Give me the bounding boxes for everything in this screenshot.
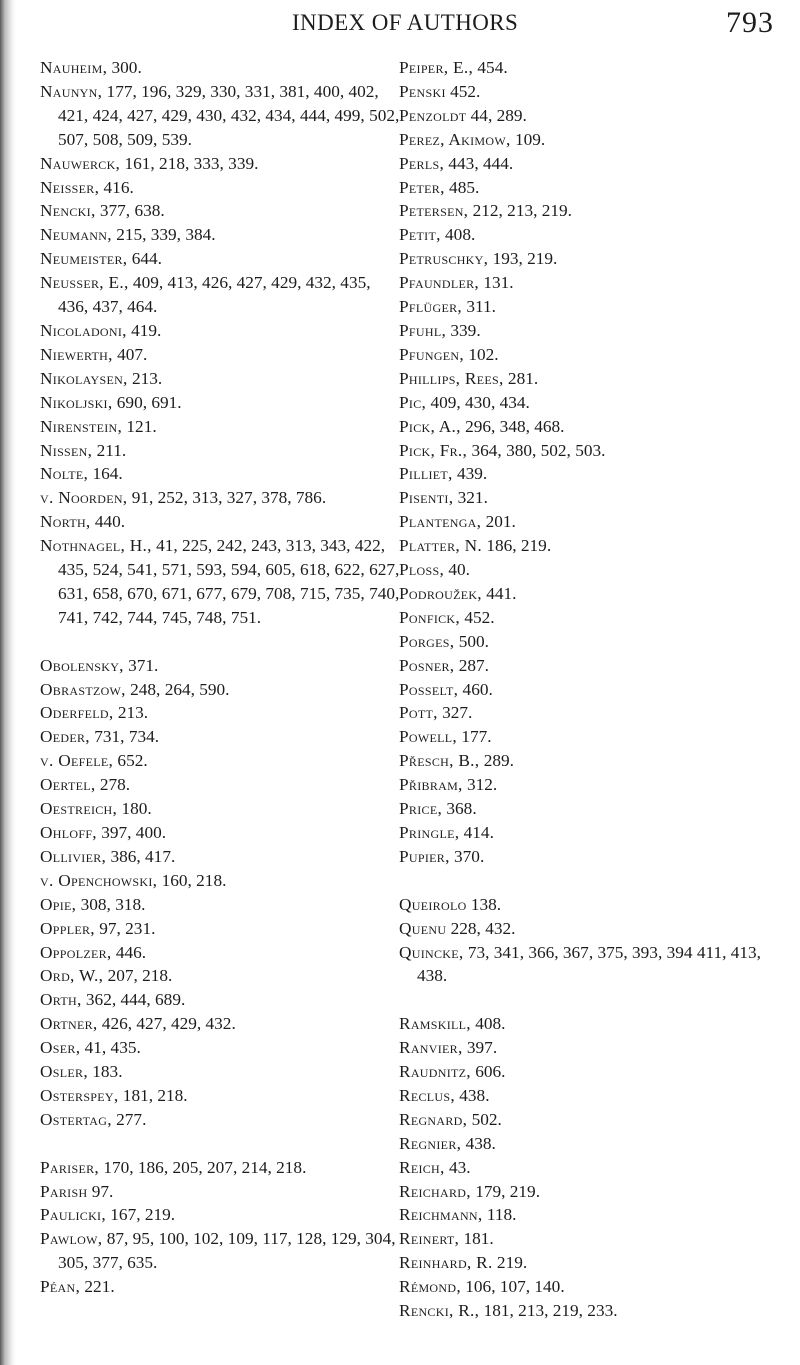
index-entry [399, 1108, 784, 1132]
page-references: 296, 348, 468. [460, 416, 565, 436]
author-name: Quincke, [399, 942, 464, 962]
index-entry [399, 630, 784, 654]
author-name: Obolensky, [40, 655, 124, 675]
index-entry [40, 415, 405, 439]
author-name: Petersen, [399, 201, 469, 221]
page-references: 377, 638. [95, 201, 165, 221]
author-name: Ostertag, [40, 1109, 112, 1129]
author-name: Osterspey, [40, 1085, 119, 1105]
author-name: Nothnagel, H., [40, 536, 152, 556]
index-entry [399, 1012, 784, 1036]
index-entry [40, 845, 405, 869]
index-entry [399, 343, 784, 367]
author-name: Pott, [399, 703, 438, 723]
index-entry [40, 701, 405, 725]
author-name: Nissen, [40, 440, 93, 460]
page-references: 416. [99, 177, 134, 197]
page-references: 441. [481, 583, 517, 603]
page-references: 180. [117, 799, 152, 819]
index-entry [40, 917, 405, 941]
index-entry [399, 391, 784, 415]
page-references: 109. [510, 129, 546, 149]
author-name: Posner, [399, 655, 455, 675]
index-entry [40, 1275, 405, 1299]
author-name: Ploss, [399, 560, 445, 580]
page-references: 443, 444. [444, 153, 514, 173]
page-references: 160, 218. [157, 870, 227, 890]
index-entry [399, 1203, 784, 1227]
author-name: Oppolzer, [40, 942, 112, 962]
index-entry [399, 486, 784, 510]
index-entry [399, 510, 784, 534]
author-name: Neisser, [40, 177, 100, 197]
page-references: 138. [466, 894, 502, 914]
index-entry [40, 821, 405, 845]
page-references: 408. [440, 225, 476, 245]
index-entry [399, 678, 784, 702]
author-name: Orth, [40, 990, 82, 1010]
index-entry [40, 964, 405, 988]
index-entry [399, 1060, 784, 1084]
author-name: Přibram, [399, 775, 463, 795]
index-entry [399, 247, 784, 271]
index-entry [40, 199, 405, 223]
index-entry [399, 893, 784, 917]
index-column-left [40, 56, 405, 1299]
index-entry [399, 606, 784, 630]
author-name: Neumann, [40, 225, 112, 245]
author-name: Přesch, B., [399, 751, 480, 771]
author-name: Paulicki, [40, 1205, 106, 1225]
page-references: 500. [454, 631, 489, 651]
author-name: Nencki, [40, 201, 96, 221]
page-references: 212, 213, 219. [468, 201, 572, 221]
author-name: Osler, [40, 1062, 88, 1082]
index-entry [399, 1156, 784, 1180]
section-gap [40, 1132, 405, 1156]
page-references: 311. [462, 297, 496, 317]
index-entry [399, 941, 784, 989]
index-entry [399, 1084, 784, 1108]
page-binding-edge [0, 0, 16, 1365]
page-references: 408. [470, 1014, 506, 1034]
page-references: 248, 264, 590. [125, 679, 230, 699]
page-references: 40. [444, 560, 470, 580]
index-entry [399, 80, 784, 104]
page-references: 397. [462, 1038, 498, 1058]
author-name: Quenu [399, 918, 447, 938]
author-name: Plantenga, [399, 512, 482, 532]
author-name: Oeder, [40, 727, 90, 747]
section-gap [40, 630, 405, 654]
page-references: 207, 218. [103, 966, 173, 986]
index-entry [40, 1084, 405, 1108]
index-entry [399, 319, 784, 343]
author-name: Pupier, [399, 846, 450, 866]
author-name: Reclus, [399, 1085, 455, 1105]
index-entry [40, 319, 405, 343]
author-name: Niewerth, [40, 344, 113, 364]
author-name: v. Noorden, [40, 488, 128, 508]
page-references: 502. [467, 1109, 502, 1129]
index-entry [40, 1108, 405, 1132]
page-references: 179, 219. [470, 1181, 541, 1201]
author-name: Pringle, [399, 823, 460, 842]
page-references: 364, 380, 502, 503. [467, 440, 606, 460]
page-references: 121. [122, 416, 157, 436]
author-name: Peter, [399, 177, 445, 197]
index-entry [40, 510, 405, 534]
index-entry [399, 701, 784, 725]
page-references: 731, 734. [89, 727, 160, 747]
page-references: 362, 444, 689. [81, 990, 186, 1010]
page-references: 177. [457, 727, 492, 747]
author-name: Pflüger, [399, 297, 463, 317]
author-name: Podroužek, [399, 583, 482, 603]
author-name: Regnard, [399, 1109, 468, 1129]
index-entry [40, 1060, 405, 1084]
section-gap [399, 988, 784, 1012]
index-entry [399, 415, 784, 439]
page-references: 339. [446, 320, 481, 340]
index-entry [40, 797, 405, 821]
author-name: Nauheim, [40, 58, 108, 77]
index-entry [399, 128, 784, 152]
index-column-right [399, 56, 784, 1323]
page-references: 644. [127, 249, 162, 269]
page-references: 485. [444, 177, 480, 197]
page-references: 170, 186, 205, 207, 214, 218. [99, 1157, 307, 1177]
author-name: Ord, W., [40, 966, 104, 986]
page-references: 221. [80, 1277, 115, 1297]
author-name: Queirolo [399, 894, 467, 914]
index-entry [399, 1299, 784, 1323]
page-references: 186, 219. [482, 536, 552, 556]
page-references: 312. [462, 775, 498, 795]
author-name: Oderfeld, [40, 703, 114, 723]
page-references: 371. [123, 655, 159, 675]
page-references: 44, 289. [466, 105, 527, 125]
page-references: 181. [459, 1229, 494, 1249]
index-entry [40, 223, 405, 247]
page-references: 41, 435. [80, 1038, 141, 1058]
index-entry [40, 56, 405, 80]
author-name: Raudnitz, [399, 1062, 471, 1082]
author-name: Pick, A., [399, 416, 461, 436]
index-entry [399, 367, 784, 391]
index-entry [40, 869, 405, 893]
page-references: 277. [111, 1109, 147, 1129]
page-number: 793 [726, 6, 774, 39]
author-name: Pisenti, [399, 488, 454, 508]
author-name: Pawlow, [40, 1229, 103, 1249]
page-references: 289. [479, 751, 514, 771]
page-references: 131. [479, 273, 514, 293]
page-references: 370. [449, 846, 485, 866]
author-name: v. Openchowski, [40, 870, 158, 890]
page-references: 213. [113, 703, 149, 723]
page-references: 386, 417. [106, 846, 176, 866]
page-references: 327. [437, 703, 473, 723]
page-references: 281. [503, 368, 539, 388]
index-entry [40, 247, 405, 271]
page-references: 73, 341, 366, 367, 375, 393, 394 411, 413, 438. [417, 942, 761, 986]
page-references: 41, 225, 242, 243, 313, 343, 422, 435, 524, 541, 571, 593, 594, 605, 618, 622, 627, 631, 658, 670, 671, 677, 679, 708, 715, 735, 740, 741, 742, 744, 745, 748, 751. [58, 536, 400, 627]
page-references: 397, 400. [96, 822, 167, 842]
index-entry [399, 1180, 784, 1204]
index-entry [40, 725, 405, 749]
index-entry [399, 558, 784, 582]
index-entry [40, 367, 405, 391]
author-name: Naunyn, [40, 81, 103, 101]
page-references: 97. [87, 1181, 114, 1201]
author-name: Ramskill, [399, 1014, 471, 1034]
index-entry [399, 1251, 784, 1275]
author-name: v. Oefele, [40, 751, 114, 771]
index-entry [399, 1132, 784, 1156]
page-references: 164. [88, 464, 123, 484]
author-name: Price, [399, 799, 443, 819]
author-name: Posselt, [399, 679, 459, 699]
page-references: 118. [482, 1205, 517, 1225]
author-name: Platter, N. [399, 536, 483, 556]
page-references: 181, 218. [118, 1085, 188, 1105]
author-name: Nirenstein, [40, 416, 123, 436]
page-references: 460. [458, 679, 493, 699]
author-name: Rémond, [399, 1277, 461, 1297]
author-name: Oestreich, [40, 799, 118, 819]
page-references: 452. [445, 81, 481, 101]
page-references: 97, 231. [94, 918, 156, 938]
author-name: Ponfick, [399, 607, 461, 627]
index-entry [40, 343, 405, 367]
page-references: 201. [481, 512, 516, 532]
page-references: 91, 252, 313, 327, 378, 786. [127, 488, 327, 508]
author-name: Opie, [40, 894, 77, 914]
page-references: 102. [464, 344, 499, 364]
page-header [0, 6, 800, 46]
index-entry [399, 582, 784, 606]
page-references: 213. [127, 368, 163, 388]
page-references: 183. [87, 1062, 123, 1082]
index-entry [399, 104, 784, 128]
index-entry [40, 1203, 405, 1227]
index-entry [40, 486, 405, 510]
index-entry [40, 941, 405, 965]
index-entry [40, 1227, 405, 1275]
index-entry [399, 773, 784, 797]
index-entry [399, 295, 784, 319]
index-entry [40, 439, 405, 463]
index-entry [40, 391, 405, 415]
index-entry [399, 1036, 784, 1060]
author-name: Pfuhl, [399, 320, 447, 340]
index-entry [399, 199, 784, 223]
author-name: Pfungen, [399, 344, 464, 364]
page-references: 211. [92, 440, 127, 460]
author-name: Nicoladoni, [40, 320, 127, 340]
author-name: Reichard, [399, 1181, 471, 1201]
page-references: 228, 432. [446, 918, 516, 938]
index-entry [40, 773, 405, 797]
author-name: Nikolaysen, [40, 368, 128, 388]
page-references: 426, 427, 429, 432. [97, 1014, 236, 1034]
page-references: 652. [113, 751, 148, 771]
index-entry [399, 654, 784, 678]
index-entry [399, 1275, 784, 1299]
index-entry [40, 1156, 405, 1180]
index-entry [40, 749, 405, 773]
author-name: Rencki, R., [399, 1301, 480, 1321]
index-entry [40, 80, 405, 152]
author-name: Phillips, Rees, [399, 368, 504, 388]
author-name: Parish [40, 1181, 88, 1201]
page-references: 606. [470, 1062, 506, 1082]
page-references: 161, 218, 333, 339. [120, 153, 259, 173]
index-entry [399, 749, 784, 773]
index-entry [40, 534, 405, 630]
author-name: Reinert, [399, 1229, 460, 1249]
author-name: Oertel, [40, 775, 96, 795]
index-entry [399, 56, 784, 80]
page-references: 409, 413, 426, 427, 429, 432, 435, 436, 437, 464. [58, 273, 371, 317]
author-name: Perez, Akimow, [399, 129, 511, 149]
author-name: Reich, [399, 1157, 445, 1177]
index-entry [40, 176, 405, 200]
page-references: 87, 95, 100, 102, 109, 117, 128, 129, 304, 305, 377, 635. [58, 1229, 396, 1273]
page-references: 439. [452, 464, 488, 484]
index-entry [40, 271, 405, 319]
index-entry [40, 1012, 405, 1036]
author-name: Nikoljski, [40, 392, 113, 412]
page-references: 414. [459, 823, 494, 842]
index-entry [40, 152, 405, 176]
page-references: 446. [111, 942, 147, 962]
page-references: 321. [453, 488, 488, 508]
index-entry [399, 725, 784, 749]
author-name: Obrastzow, [40, 679, 126, 699]
author-name: Reichmann, [399, 1205, 483, 1225]
index-entry [399, 821, 784, 845]
author-name: Pfaundler, [399, 273, 480, 293]
page-references: 181, 213, 219, 233. [479, 1301, 618, 1321]
page-references: 440. [90, 512, 126, 532]
author-name: Pic, [399, 392, 427, 412]
author-name: Ranvier, [399, 1038, 463, 1058]
author-name: Ortner, [40, 1014, 98, 1034]
page-references: 287. [454, 655, 489, 675]
page-references: 407. [112, 344, 148, 364]
author-name: Penzoldt [399, 105, 467, 125]
author-name: Powell, [399, 727, 458, 747]
index-entry [40, 654, 405, 678]
author-name: Oser, [40, 1038, 81, 1058]
author-name: Perls, [399, 153, 445, 173]
author-name: Ohloff, [40, 822, 97, 842]
running-title: INDEX OF AUTHORS [292, 10, 519, 35]
page-references: 193, 219. [488, 249, 558, 269]
page-references: 438. [461, 1133, 496, 1153]
index-entry [399, 152, 784, 176]
page-references: 368. [442, 799, 477, 819]
author-name: North, [40, 512, 91, 532]
index-entry [399, 917, 784, 941]
index-entry [40, 1180, 405, 1204]
author-name: Oppler, [40, 918, 95, 938]
index-entry [40, 988, 405, 1012]
page-references: 438. [454, 1085, 490, 1105]
page-references: 419. [126, 320, 162, 340]
author-name: Ollivier, [40, 846, 107, 866]
author-name: Nauwerck, [40, 153, 121, 173]
author-name: Nolte, [40, 464, 89, 484]
author-name: Péan, [40, 1277, 81, 1297]
index-entry [399, 223, 784, 247]
author-name: Reinhard, R. [399, 1253, 493, 1273]
index-entry [40, 1036, 405, 1060]
page-references: 43. [444, 1157, 471, 1177]
index-entry [399, 797, 784, 821]
author-name: Neusser, E., [40, 273, 129, 293]
page-references: 219. [492, 1253, 528, 1273]
page-references: 300. [107, 58, 142, 77]
author-name: Porges, [399, 631, 455, 651]
page-references: 452. [460, 607, 495, 627]
index-entry [399, 176, 784, 200]
index-entry [399, 462, 784, 486]
page-references: 409, 430, 434. [426, 392, 530, 412]
page-references: 167, 219. [105, 1205, 176, 1225]
index-entry [399, 271, 784, 295]
author-name: Penski [399, 81, 446, 101]
section-gap [399, 869, 784, 893]
author-name: Petruschky, [399, 249, 489, 269]
index-entry [399, 439, 784, 463]
index-entry [40, 678, 405, 702]
author-name: Neumeister, [40, 249, 128, 269]
index-entry [399, 534, 784, 558]
page-references: 690, 691. [112, 392, 182, 412]
page-references: 278. [95, 775, 131, 795]
index-entry [40, 462, 405, 486]
page-references: 177, 196, 329, 330, 331, 381, 400, 402, 421, 424, 427, 429, 430, 432, 434, 444, 499, 502, 507, 508, 509, 539. [58, 81, 400, 149]
page-references: 106, 107, 140. [460, 1277, 565, 1297]
page-references: 308, 318. [76, 894, 146, 914]
author-name: Regnier, [399, 1133, 462, 1153]
author-name: Peiper, E., [399, 58, 474, 77]
index-entry [399, 845, 784, 869]
index-entry [40, 893, 405, 917]
page-references: 454. [473, 58, 508, 77]
author-name: Pilliet, [399, 464, 453, 484]
author-name: Pick, Fr., [399, 440, 468, 460]
author-name: Pariser, [40, 1157, 100, 1177]
author-name: Petit, [399, 225, 441, 245]
index-entry [399, 1227, 784, 1251]
page-references: 215, 339, 384. [111, 225, 216, 245]
